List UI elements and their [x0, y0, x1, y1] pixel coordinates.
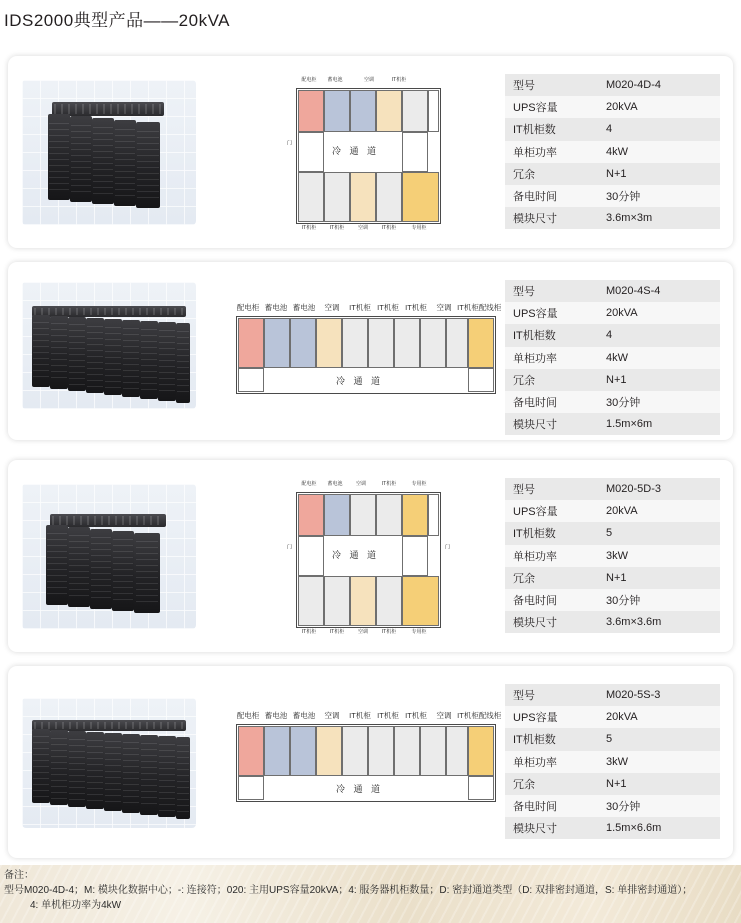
- table-row: 冗余 N+1: [505, 567, 720, 589]
- table-row: 冗余 N+1: [505, 773, 720, 795]
- table-row: 备电时间 30分钟: [505, 391, 720, 413]
- table-row: UPS容量 20kVA: [505, 706, 720, 728]
- table-row: 型号 M020-5S-3: [505, 684, 720, 706]
- table-row: 冗余 N+1: [505, 163, 720, 185]
- table-row: IT机柜数 4: [505, 118, 720, 140]
- table-row: IT机柜数 5: [505, 522, 720, 544]
- layout-diagram-1: 配电柜 蓄电池 空调 IT机柜 冷 通 道 门 IT机柜 IT机柜 空调 IT机柜 专用柜: [296, 78, 441, 238]
- product-photo-1: [22, 80, 196, 225]
- table-row: 型号 M020-4D-4: [505, 74, 720, 96]
- table-row: UPS容量 20kVA: [505, 302, 720, 324]
- spec-table-1: [505, 74, 720, 229]
- footer-note: [0, 865, 741, 923]
- table-row: IT机柜数 5: [505, 728, 720, 750]
- spec-table-2: [505, 280, 720, 435]
- footer-line-3: 4: 单机柜功率为4kW: [30, 900, 122, 911]
- table-row: 冗余 N+1: [505, 369, 720, 391]
- table-row: UPS容量 20kVA: [505, 96, 720, 118]
- table-row: 型号 M020-4S-4: [505, 280, 720, 302]
- table-row: 单柜功率 3kW: [505, 751, 720, 773]
- table-row: 备电时间 30分钟: [505, 185, 720, 207]
- product-card-3[interactable]: [8, 460, 733, 652]
- table-row: 备电时间 30分钟: [505, 589, 720, 611]
- table-row: 单柜功率 4kW: [505, 347, 720, 369]
- product-photo-3: [22, 484, 196, 629]
- table-row: 模块尺寸 3.6m×3.6m: [505, 611, 720, 633]
- product-photo-2: [22, 282, 196, 409]
- product-photo-4: [22, 698, 196, 828]
- table-row: IT机柜数 4: [505, 324, 720, 346]
- layout-diagram-2: 配电柜 蓄电池 蓄电池 空调 IT机柜 IT机柜 IT机柜 空调 IT机柜 配线柜 冷 通 道: [236, 304, 496, 404]
- table-row: 备电时间 30分钟: [505, 795, 720, 817]
- footer-line-1: 备注：: [4, 870, 34, 881]
- spec-table-4: [505, 684, 720, 839]
- product-card-1[interactable]: [8, 56, 733, 248]
- spec-table-3: [505, 478, 720, 633]
- table-row: 模块尺寸 1.5m×6m: [505, 413, 720, 435]
- table-row: 模块尺寸 3.6m×3m: [505, 207, 720, 229]
- footer-line-2: 型号M020-4D-4；M: 模块化数据中心；-: 连接符；020: 主用UPS容量20kVA；4: 服务器机柜数量；D: 密封通道类型（D: 双排密封通道，S: 单排密封通道）；: [4, 885, 693, 896]
- table-row: 模块尺寸 1.5m×6.6m: [505, 817, 720, 839]
- table-row: 单柜功率 4kW: [505, 141, 720, 163]
- product-card-4[interactable]: [8, 666, 733, 858]
- table-row: 单柜功率 3kW: [505, 545, 720, 567]
- product-card-2[interactable]: [8, 262, 733, 440]
- layout-diagram-4: 配电柜 蓄电池 蓄电池 空调 IT机柜 IT机柜 IT机柜 空调 IT机柜 配线柜 冷 通 道: [236, 712, 496, 812]
- table-row: UPS容量 20kVA: [505, 500, 720, 522]
- layout-diagram-3: 配电柜 蓄电池 空调 IT机柜 专用柜 冷 通 道 门 门 IT机柜 IT机柜 空调 IT机柜 专用柜: [286, 481, 450, 635]
- table-row: 型号 M020-5D-3: [505, 478, 720, 500]
- page-title: IDS2000典型产品——20kVA: [4, 11, 230, 30]
